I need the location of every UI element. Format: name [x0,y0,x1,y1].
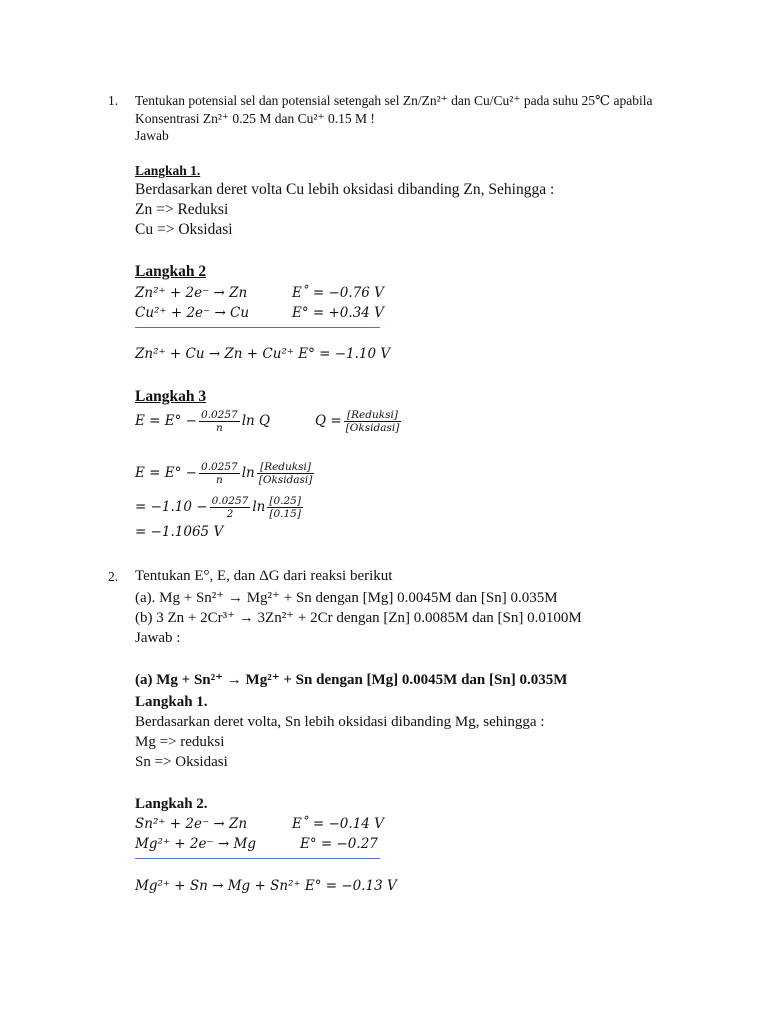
q2-step1-title: Langkah 1. [135,694,208,710]
q1-step2-potential2: E° = +0.34 V [292,305,384,321]
q2-part-a-heading: (a) Mg + Sn²⁺ → Mg²⁺ + Sn dengan [Mg] 0.0045M dan [Sn] 0.035M [135,672,568,688]
q1-line2: Konsentrasi Zn²⁺ 0.25 M dan Cu²⁺ 0.15 M ! [135,111,375,126]
q1-step1-oksidasi: Cu => Oksidasi [135,221,233,238]
q1-step3-title: Langkah 3 [135,388,207,405]
q1-step2-potential1: E˚ = −0.76 V [292,285,384,301]
q2-step1-text: Berdasarkan deret volta, Sn lebih oksidasi dibanding Mg, sehingga : [135,714,545,730]
q1-step2-reaction1: Zn²⁺ + 2e⁻ → Zn [135,285,248,301]
nernst-fraction: $\frac{0.0257}{n}$ [200,409,238,434]
q1-nernst-expanded: E = E° − $\frac{0.0257}{n}$ ln $\frac{\text{[Reduksi]}}{\text{[Oksidasi]}}$ [135,461,313,486]
q1-step1-title: Langkah 1. [135,163,201,178]
nernst-lhs: E = E° − [135,413,197,429]
q1-result: = −1.1065 V [135,524,224,540]
q2-jawab: Jawab : [135,630,181,646]
q2-item-b: (b) 3 Zn + 2Cr³⁺ → 3Zn²⁺ + 2Cr dengan [Zn] 0.0085M dan [Sn] 0.0100M [135,610,582,626]
q1-step1-reduksi: Zn => Reduksi [135,201,229,218]
nernst-lnq: ln Q [241,413,271,429]
q-lhs: Q = [315,413,342,429]
q1-step2-reaction2: Cu²⁺ + 2e⁻ → Cu [135,305,250,321]
q1-step2-total: Zn²⁺ + Cu → Zn + Cu²⁺ E° = −1.10 V [135,346,391,362]
q2-step1-reduksi: Mg => reduksi [135,734,225,750]
q-fraction: $\frac{\text{[Reduksi]}}{\text{[Oksidasi]}}$ [345,409,400,434]
q1-step2-title: Langkah 2 [135,263,207,280]
q1-jawab: Jawab [135,128,169,143]
q1-step1-text: Berdasarkan deret volta Cu lebih oksidasi dibanding Zn, Sehingga : [135,181,555,198]
q2-step2-potential1: E˚ = −0.14 V [292,816,384,832]
q1-sum-rule [135,327,380,328]
q2-line1: Tentukan E°, E, dan ΔG dari reaksi berikut [135,568,393,584]
q2-step2-reaction1: Sn²⁺ + 2e⁻ → Zn [135,816,248,832]
q1-line1: Tentukan potensial sel dan potensial setengah sel Zn/Zn²⁺ dan Cu/Cu²⁺ pada suhu 25℃ apabila [135,93,653,108]
q2-step2-potential2: E° = −0.27 [300,836,378,852]
q1-number: 1. [108,93,119,108]
q1-nernst-equation [135,406,270,436]
q2-step2-title: Langkah 2. [135,796,208,812]
q1-nernst-substituted: = −1.10 − $\frac{0.0257}{2}$ ln $\frac{[0.25]}{[0.15]}$ [135,495,301,520]
q2-step1-oksidasi: Sn => Oksidasi [135,754,228,770]
q2-step2-reaction2: Mg²⁺ + 2e⁻ → Mg [135,836,256,852]
q2-step2-total: Mg²⁺ + Sn → Mg + Sn²⁺ E° = −0.13 V [135,878,397,894]
q2-number: 2. [108,569,119,584]
q1-q-definition [315,406,403,436]
q2-sum-rule [135,858,380,859]
q2-item-a: (a). Mg + Sn²⁺ → Mg²⁺ + Sn dengan [Mg] 0.0045M dan [Sn] 0.035M [135,590,558,606]
